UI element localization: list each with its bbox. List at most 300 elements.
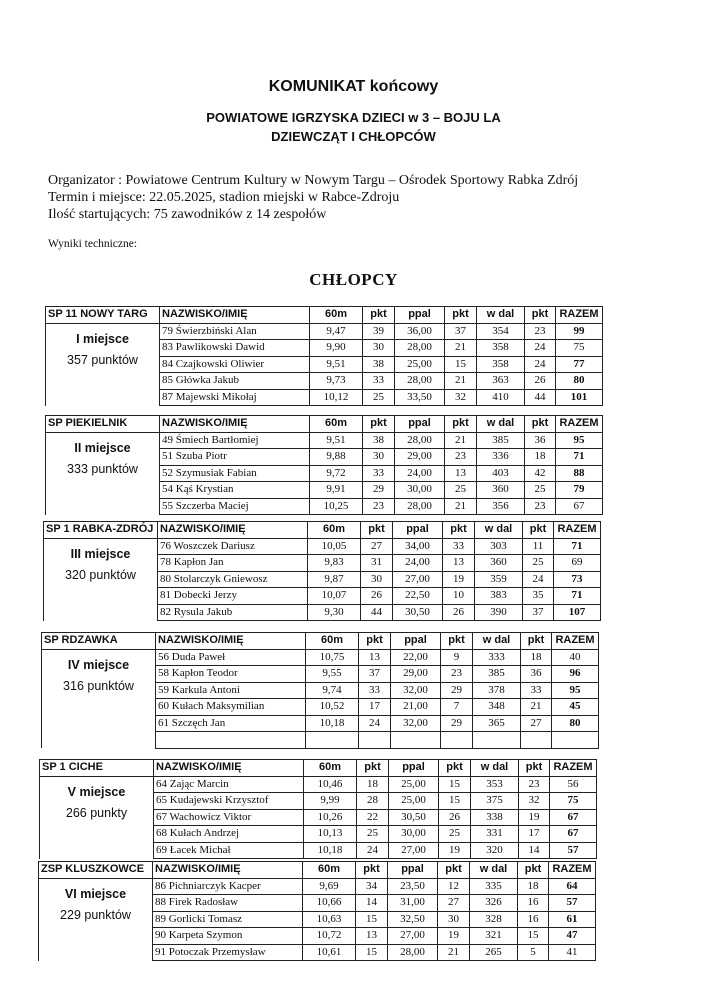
points-long-jump: 17 bbox=[519, 826, 550, 843]
athlete-name bbox=[156, 732, 306, 749]
long-jump-result: 354 bbox=[477, 323, 525, 340]
event-info bbox=[48, 172, 578, 223]
time-60m: 10,12 bbox=[310, 389, 363, 406]
column-header: ppal bbox=[395, 307, 445, 324]
column-header: pkt bbox=[441, 633, 473, 650]
column-header: w dal bbox=[473, 633, 521, 650]
school-name: SP 11 NOWY TARG bbox=[46, 307, 160, 324]
points-ppal: 9 bbox=[441, 649, 473, 666]
table-header-row bbox=[44, 522, 601, 539]
points-long-jump: 24 bbox=[525, 340, 556, 357]
column-header: RAZEM bbox=[556, 416, 603, 433]
points-ppal: 10 bbox=[443, 588, 475, 605]
team-table bbox=[39, 759, 597, 859]
team-points: 229 punktów bbox=[60, 907, 131, 922]
column-header: pkt bbox=[439, 760, 471, 777]
team-placement bbox=[39, 878, 153, 961]
points-long-jump: 23 bbox=[525, 323, 556, 340]
points-ppal: 26 bbox=[439, 809, 471, 826]
time-60m: 9,74 bbox=[306, 682, 359, 699]
points-long-jump: 23 bbox=[519, 776, 550, 793]
long-jump-result: 410 bbox=[477, 389, 525, 406]
place-label: II miejsce bbox=[74, 440, 131, 455]
column-header: w dal bbox=[471, 760, 519, 777]
ppal-result: 24,00 bbox=[393, 555, 443, 572]
athlete-name: 85 Główka Jakub bbox=[160, 373, 310, 390]
ppal-result: 29,00 bbox=[395, 449, 445, 466]
points-ppal: 7 bbox=[441, 699, 473, 716]
ppal-result: 28,00 bbox=[395, 373, 445, 390]
points-long-jump: 16 bbox=[518, 895, 549, 912]
long-jump-result: 303 bbox=[475, 538, 523, 555]
team-points: 357 punktów bbox=[67, 352, 138, 367]
column-header: pkt bbox=[445, 416, 477, 433]
ppal-result: 28,00 bbox=[388, 944, 438, 961]
total-points: 80 bbox=[556, 373, 603, 390]
points-long-jump: 27 bbox=[521, 715, 552, 732]
ppal-result: 22,00 bbox=[391, 649, 441, 666]
column-header: pkt bbox=[525, 307, 556, 324]
column-header: pkt bbox=[521, 633, 552, 650]
long-jump-result: 335 bbox=[470, 878, 518, 895]
points-long-jump: 21 bbox=[521, 699, 552, 716]
points-ppal: 15 bbox=[439, 793, 471, 810]
total-points: 57 bbox=[549, 895, 596, 912]
athlete-name: 78 Kapłon Jan bbox=[158, 555, 308, 572]
time-60m: 9,30 bbox=[308, 604, 361, 621]
long-jump-result: 360 bbox=[475, 555, 523, 572]
points-long-jump: 37 bbox=[523, 604, 554, 621]
column-header: w dal bbox=[470, 862, 518, 879]
column-header: RAZEM bbox=[549, 862, 596, 879]
long-jump-result: 321 bbox=[470, 928, 518, 945]
time-60m: 10,75 bbox=[306, 649, 359, 666]
athlete-name: 59 Karkula Antoni bbox=[156, 682, 306, 699]
document-title: KOMUNIKAT końcowy bbox=[268, 78, 439, 95]
time-60m: 10,52 bbox=[306, 699, 359, 716]
ppal-result: 25,00 bbox=[389, 776, 439, 793]
section-heading: CHŁOPCY bbox=[309, 270, 398, 289]
column-header: pkt bbox=[363, 307, 395, 324]
points-ppal: 33 bbox=[443, 538, 475, 555]
column-header: 60m bbox=[310, 416, 363, 433]
points-ppal: 23 bbox=[445, 449, 477, 466]
total-points: 41 bbox=[549, 944, 596, 961]
total-points: 40 bbox=[552, 649, 599, 666]
points-long-jump: 24 bbox=[523, 571, 554, 588]
points-60m: 30 bbox=[363, 340, 395, 357]
column-header: pkt bbox=[525, 416, 556, 433]
points-long-jump: 36 bbox=[525, 432, 556, 449]
time-60m: 10,07 bbox=[308, 588, 361, 605]
table-header-row bbox=[46, 307, 603, 324]
ppal-result: 32,50 bbox=[388, 911, 438, 928]
column-header: NAZWISKO/IMIĘ bbox=[160, 416, 310, 433]
time-60m: 10,63 bbox=[303, 911, 356, 928]
time-60m: 9,51 bbox=[310, 432, 363, 449]
ppal-result: 25,00 bbox=[395, 356, 445, 373]
long-jump-result bbox=[473, 732, 521, 749]
total-points: 56 bbox=[550, 776, 597, 793]
place-label: I miejsce bbox=[76, 331, 129, 346]
points-60m: 29 bbox=[363, 482, 395, 499]
total-points: 61 bbox=[549, 911, 596, 928]
points-60m: 24 bbox=[359, 715, 391, 732]
table-row bbox=[42, 649, 599, 666]
points-60m: 18 bbox=[357, 776, 389, 793]
points-ppal: 19 bbox=[438, 928, 470, 945]
long-jump-result: 385 bbox=[473, 666, 521, 683]
column-header: ppal bbox=[388, 862, 438, 879]
column-header: pkt bbox=[523, 522, 554, 539]
points-ppal: 21 bbox=[445, 340, 477, 357]
total-points: 99 bbox=[556, 323, 603, 340]
column-header: RAZEM bbox=[550, 760, 597, 777]
total-points: 67 bbox=[550, 809, 597, 826]
points-ppal: 13 bbox=[445, 465, 477, 482]
athlete-name: 89 Gorlicki Tomasz bbox=[153, 911, 303, 928]
long-jump-result: 348 bbox=[473, 699, 521, 716]
points-long-jump: 25 bbox=[525, 482, 556, 499]
long-jump-result: 385 bbox=[477, 432, 525, 449]
time-60m: 9,99 bbox=[304, 793, 357, 810]
points-long-jump: 25 bbox=[523, 555, 554, 572]
points-long-jump: 15 bbox=[518, 928, 549, 945]
ppal-result: 33,50 bbox=[395, 389, 445, 406]
column-header: 60m bbox=[306, 633, 359, 650]
long-jump-result: 360 bbox=[477, 482, 525, 499]
total-points: 95 bbox=[552, 682, 599, 699]
points-long-jump: 5 bbox=[518, 944, 549, 961]
long-jump-result: 358 bbox=[477, 340, 525, 357]
long-jump-result: 390 bbox=[475, 604, 523, 621]
total-points: 95 bbox=[556, 432, 603, 449]
ppal-result: 27,00 bbox=[393, 571, 443, 588]
points-60m: 15 bbox=[356, 944, 388, 961]
school-name: SP PIEKIELNIK bbox=[46, 416, 160, 433]
ppal-result: 36,00 bbox=[395, 323, 445, 340]
total-points: 64 bbox=[549, 878, 596, 895]
time-60m: 9,87 bbox=[308, 571, 361, 588]
points-60m: 14 bbox=[356, 895, 388, 912]
organizer-line: Organizator : Powiatowe Centrum Kultury w Nowym Targu – Ośrodek Sportowy Rabka Zdrój bbox=[48, 173, 579, 188]
team-table bbox=[41, 632, 599, 749]
table-header-row bbox=[39, 862, 596, 879]
team-points: 320 punktów bbox=[65, 567, 136, 582]
athlete-name: 65 Kudajewski Krzysztof bbox=[154, 793, 304, 810]
points-ppal: 25 bbox=[445, 482, 477, 499]
time-60m: 10,72 bbox=[303, 928, 356, 945]
team-points: 316 punktów bbox=[63, 678, 134, 693]
column-header: ppal bbox=[391, 633, 441, 650]
column-header: pkt bbox=[438, 862, 470, 879]
place-label: V miejsce bbox=[67, 784, 126, 799]
points-long-jump: 19 bbox=[519, 809, 550, 826]
ppal-result: 32,00 bbox=[391, 682, 441, 699]
long-jump-result: 365 bbox=[473, 715, 521, 732]
column-header: pkt bbox=[445, 307, 477, 324]
points-60m: 30 bbox=[363, 449, 395, 466]
points-ppal: 27 bbox=[438, 895, 470, 912]
ppal-result: 30,50 bbox=[389, 809, 439, 826]
team-points: 333 punktów bbox=[67, 461, 138, 476]
team-points: 266 punkty bbox=[65, 805, 128, 820]
column-header: w dal bbox=[475, 522, 523, 539]
column-header: 60m bbox=[303, 862, 356, 879]
time-60m: 9,69 bbox=[303, 878, 356, 895]
points-ppal: 21 bbox=[445, 432, 477, 449]
points-ppal: 13 bbox=[443, 555, 475, 572]
column-header: RAZEM bbox=[554, 522, 601, 539]
long-jump-result: 375 bbox=[471, 793, 519, 810]
points-ppal: 21 bbox=[438, 944, 470, 961]
column-header: NAZWISKO/IMIĘ bbox=[153, 862, 303, 879]
table-header-row bbox=[42, 633, 599, 650]
ppal-result: 23,50 bbox=[388, 878, 438, 895]
points-long-jump: 11 bbox=[523, 538, 554, 555]
total-points: 107 bbox=[554, 604, 601, 621]
column-header: 60m bbox=[308, 522, 361, 539]
subtitle-line-2: DZIEWCZĄT I CHŁOPCÓW bbox=[271, 129, 436, 144]
points-60m: 26 bbox=[361, 588, 393, 605]
column-header: ppal bbox=[395, 416, 445, 433]
ppal-result: 24,00 bbox=[395, 465, 445, 482]
long-jump-result: 328 bbox=[470, 911, 518, 928]
technical-results-label: Wyniki techniczne: bbox=[48, 238, 138, 250]
school-name: SP 1 RABKA-ZDRÓJ bbox=[44, 522, 158, 539]
total-points: 80 bbox=[552, 715, 599, 732]
team-placement bbox=[42, 649, 156, 748]
points-60m: 44 bbox=[361, 604, 393, 621]
points-long-jump: 35 bbox=[523, 588, 554, 605]
table-header-row bbox=[46, 416, 603, 433]
place-label: VI miejsce bbox=[64, 886, 127, 901]
total-points: 67 bbox=[556, 498, 603, 515]
points-long-jump: 14 bbox=[519, 842, 550, 859]
total-points: 71 bbox=[554, 588, 601, 605]
ppal-result: 27,00 bbox=[389, 842, 439, 859]
table-row bbox=[40, 776, 597, 793]
total-points bbox=[552, 732, 599, 749]
column-header: w dal bbox=[477, 307, 525, 324]
time-60m: 10,61 bbox=[303, 944, 356, 961]
time-60m: 9,91 bbox=[310, 482, 363, 499]
column-header: pkt bbox=[519, 760, 550, 777]
time-60m: 9,73 bbox=[310, 373, 363, 390]
time-60m: 9,55 bbox=[306, 666, 359, 683]
points-60m: 39 bbox=[363, 323, 395, 340]
athlete-name: 56 Duda Paweł bbox=[156, 649, 306, 666]
column-header: NAZWISKO/IMIĘ bbox=[160, 307, 310, 324]
column-header: w dal bbox=[477, 416, 525, 433]
points-60m: 13 bbox=[359, 649, 391, 666]
column-header: RAZEM bbox=[552, 633, 599, 650]
athlete-name: 68 Kułach Andrzej bbox=[154, 826, 304, 843]
time-60m: 10,13 bbox=[304, 826, 357, 843]
school-name: SP 1 CICHE bbox=[40, 760, 154, 777]
ppal-result: 31,00 bbox=[388, 895, 438, 912]
long-jump-result: 363 bbox=[477, 373, 525, 390]
athlete-name: 64 Zając Marcin bbox=[154, 776, 304, 793]
time-60m: 9,83 bbox=[308, 555, 361, 572]
column-header: pkt bbox=[357, 760, 389, 777]
team-placement bbox=[44, 538, 158, 621]
points-60m: 30 bbox=[361, 571, 393, 588]
athlete-name: 49 Śmiech Bartłomiej bbox=[160, 432, 310, 449]
points-60m: 22 bbox=[357, 809, 389, 826]
points-long-jump: 32 bbox=[519, 793, 550, 810]
column-header: pkt bbox=[361, 522, 393, 539]
team-placement bbox=[40, 776, 154, 859]
ppal-result: 30,00 bbox=[389, 826, 439, 843]
points-long-jump: 16 bbox=[518, 911, 549, 928]
long-jump-result: 320 bbox=[471, 842, 519, 859]
athlete-name: 84 Czajkowski Oliwier bbox=[160, 356, 310, 373]
ppal-result: 29,00 bbox=[391, 666, 441, 683]
column-header: pkt bbox=[518, 862, 549, 879]
column-header: ppal bbox=[393, 522, 443, 539]
total-points: 69 bbox=[554, 555, 601, 572]
ppal-result: 34,00 bbox=[393, 538, 443, 555]
athlete-name: 52 Szymusiak Fabian bbox=[160, 465, 310, 482]
points-ppal: 29 bbox=[441, 682, 473, 699]
points-long-jump: 23 bbox=[525, 498, 556, 515]
athlete-name: 80 Stolarczyk Gniewosz bbox=[158, 571, 308, 588]
long-jump-result: 359 bbox=[475, 571, 523, 588]
long-jump-result: 326 bbox=[470, 895, 518, 912]
time-60m: 10,18 bbox=[304, 842, 357, 859]
points-60m: 25 bbox=[363, 389, 395, 406]
athlete-name: 55 Szczerba Maciej bbox=[160, 498, 310, 515]
points-long-jump: 44 bbox=[525, 389, 556, 406]
points-long-jump: 18 bbox=[521, 649, 552, 666]
points-60m: 33 bbox=[363, 373, 395, 390]
points-60m: 33 bbox=[363, 465, 395, 482]
team-table bbox=[38, 861, 596, 961]
long-jump-result: 378 bbox=[473, 682, 521, 699]
place-label: III miejsce bbox=[70, 546, 131, 561]
long-jump-result: 403 bbox=[477, 465, 525, 482]
total-points: 45 bbox=[552, 699, 599, 716]
athlete-name: 88 Firek Radosław bbox=[153, 895, 303, 912]
points-ppal: 12 bbox=[438, 878, 470, 895]
points-ppal: 15 bbox=[445, 356, 477, 373]
points-long-jump: 42 bbox=[525, 465, 556, 482]
points-60m: 38 bbox=[363, 356, 395, 373]
table-row bbox=[46, 432, 603, 449]
athlete-name: 61 Szczęch Jan bbox=[156, 715, 306, 732]
ppal-result: 30,50 bbox=[393, 604, 443, 621]
points-ppal: 29 bbox=[441, 715, 473, 732]
points-60m: 15 bbox=[356, 911, 388, 928]
athlete-name: 54 Kąś Krystian bbox=[160, 482, 310, 499]
ppal-result: 28,00 bbox=[395, 340, 445, 357]
athlete-name: 69 Łacek Michał bbox=[154, 842, 304, 859]
points-60m: 38 bbox=[363, 432, 395, 449]
points-60m: 24 bbox=[357, 842, 389, 859]
long-jump-result: 356 bbox=[477, 498, 525, 515]
points-ppal: 23 bbox=[441, 666, 473, 683]
athlete-name: 76 Woszczek Dariusz bbox=[158, 538, 308, 555]
points-ppal: 37 bbox=[445, 323, 477, 340]
points-long-jump: 18 bbox=[518, 878, 549, 895]
points-long-jump: 18 bbox=[525, 449, 556, 466]
team-placement bbox=[46, 432, 160, 515]
place-label: IV miejsce bbox=[67, 657, 130, 672]
athlete-name: 79 Świerzbiński Alan bbox=[160, 323, 310, 340]
athlete-name: 87 Majewski Mikołaj bbox=[160, 389, 310, 406]
long-jump-result: 331 bbox=[471, 826, 519, 843]
column-header: pkt bbox=[356, 862, 388, 879]
points-ppal: 30 bbox=[438, 911, 470, 928]
long-jump-result: 336 bbox=[477, 449, 525, 466]
points-ppal: 19 bbox=[439, 842, 471, 859]
ppal-result: 22,50 bbox=[393, 588, 443, 605]
athlete-name: 60 Kułach Maksymilian bbox=[156, 699, 306, 716]
points-60m: 33 bbox=[359, 682, 391, 699]
column-header: NAZWISKO/IMIĘ bbox=[156, 633, 306, 650]
team-table bbox=[43, 521, 601, 621]
date-place-line: Termin i miejsce: 22.05.2025, stadion miejski w Rabce-Zdroju bbox=[48, 190, 400, 205]
points-60m bbox=[359, 732, 391, 749]
points-ppal: 32 bbox=[445, 389, 477, 406]
column-header: pkt bbox=[363, 416, 395, 433]
column-header: pkt bbox=[443, 522, 475, 539]
time-60m: 9,47 bbox=[310, 323, 363, 340]
total-points: 79 bbox=[556, 482, 603, 499]
school-name: ZSP KLUSZKOWCE bbox=[39, 862, 153, 879]
column-header: pkt bbox=[359, 633, 391, 650]
total-points: 88 bbox=[556, 465, 603, 482]
table-row bbox=[46, 323, 603, 340]
table-row bbox=[44, 538, 601, 555]
points-long-jump: 24 bbox=[525, 356, 556, 373]
athlete-name: 51 Szuba Piotr bbox=[160, 449, 310, 466]
ppal-result: 25,00 bbox=[389, 793, 439, 810]
ppal-result: 28,00 bbox=[395, 498, 445, 515]
points-60m: 28 bbox=[357, 793, 389, 810]
time-60m: 10,66 bbox=[303, 895, 356, 912]
time-60m: 10,46 bbox=[304, 776, 357, 793]
time-60m: 9,72 bbox=[310, 465, 363, 482]
column-header: RAZEM bbox=[556, 307, 603, 324]
points-60m: 34 bbox=[356, 878, 388, 895]
school-name: SP RDZAWKA bbox=[42, 633, 156, 650]
points-60m: 37 bbox=[359, 666, 391, 683]
column-header: ppal bbox=[389, 760, 439, 777]
time-60m: 9,51 bbox=[310, 356, 363, 373]
total-points: 71 bbox=[556, 449, 603, 466]
points-ppal: 21 bbox=[445, 498, 477, 515]
column-header: NAZWISKO/IMIĘ bbox=[158, 522, 308, 539]
column-header: 60m bbox=[304, 760, 357, 777]
athlete-name: 58 Kapłon Teodor bbox=[156, 666, 306, 683]
total-points: 96 bbox=[552, 666, 599, 683]
total-points: 57 bbox=[550, 842, 597, 859]
document-subtitle bbox=[0, 108, 707, 146]
time-60m: 10,05 bbox=[308, 538, 361, 555]
athlete-name: 81 Dobecki Jerzy bbox=[158, 588, 308, 605]
total-points: 75 bbox=[556, 340, 603, 357]
long-jump-result: 338 bbox=[471, 809, 519, 826]
points-60m: 31 bbox=[361, 555, 393, 572]
athlete-name: 82 Rysula Jakub bbox=[158, 604, 308, 621]
total-points: 47 bbox=[549, 928, 596, 945]
time-60m bbox=[306, 732, 359, 749]
athlete-name: 90 Karpeta Szymon bbox=[153, 928, 303, 945]
column-header: 60m bbox=[310, 307, 363, 324]
ppal-result: 32,00 bbox=[391, 715, 441, 732]
